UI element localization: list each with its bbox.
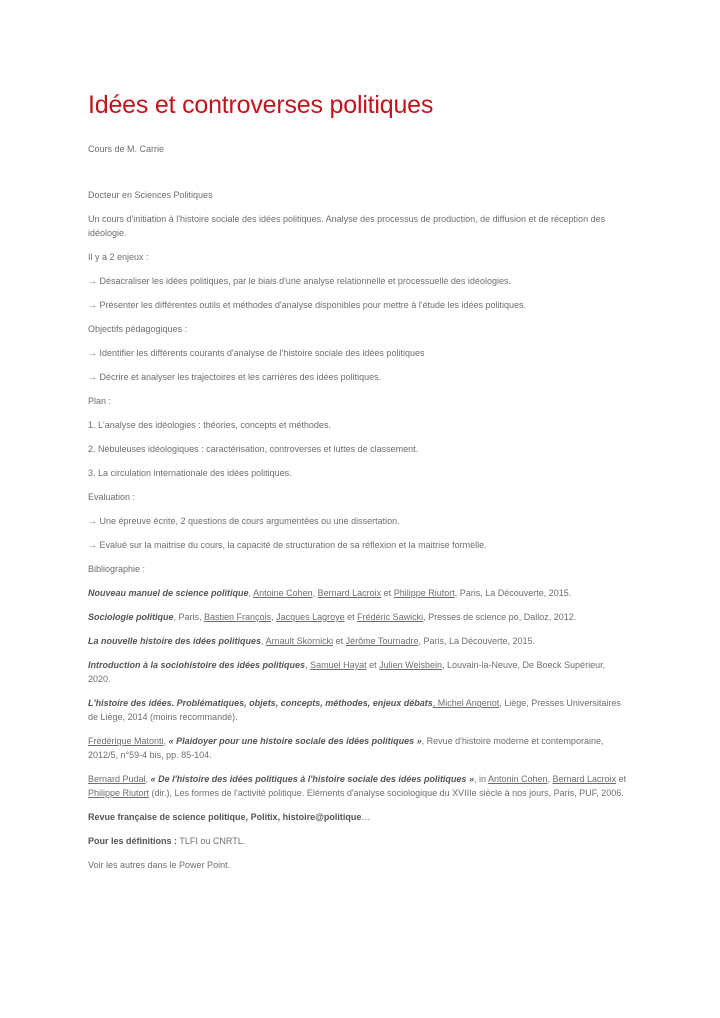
enjeux-heading: Il y a 2 enjeux : xyxy=(88,252,149,262)
author-link[interactable]: Antonin Cohen xyxy=(487,774,548,784)
bibliography-entry xyxy=(88,586,628,600)
plan-item: 3. La circulation internationale des idées politiques. xyxy=(88,468,292,478)
bibliography-entry xyxy=(88,658,628,686)
publication-info: , Louvain-la-Neuve, De Boeck Supérieur, 2020. xyxy=(88,660,606,684)
book-title: Nouveau manuel de science politique xyxy=(88,588,249,598)
separator: , in xyxy=(473,774,488,784)
separator: , xyxy=(248,588,254,598)
enjeu-item: → Présenter les différentes outils et méthodes d'analyse disponibles pour mettre à l'étude les idées politiques. xyxy=(88,300,527,310)
book-title: Sociologie politique xyxy=(88,612,174,622)
separator: , xyxy=(145,774,151,784)
author-link[interactable]: Frédéric Sawicki xyxy=(357,612,424,622)
definitions-label: Pour les définitions : xyxy=(88,836,178,846)
publication-info: , Paris, La Découverte, 2015. xyxy=(454,588,572,598)
author-link[interactable]: Jacques Lagroye xyxy=(276,612,345,622)
author-link[interactable]: , Michel Angenot xyxy=(432,698,500,708)
author-link[interactable]: Julien Weisbein xyxy=(379,660,442,670)
teacher-degree: Docteur en Sciences Politiques xyxy=(88,190,213,200)
separator: , xyxy=(261,636,266,646)
separator: et xyxy=(616,774,627,784)
objectif-item: → Identifier les différents courants d'analyse de l'histoire sociale des idées politiques xyxy=(88,348,425,358)
publication-info: (dir.), Les formes de l'activité politique. Eléments d'analyse sociologique du XVIIIe siècle à nos jours, Paris, PUF, 2006. xyxy=(149,788,624,798)
author-link[interactable]: Bernard Pudal xyxy=(88,774,146,784)
journals-list: Revue française de science politique, Politix, histoire@politique xyxy=(88,812,362,822)
article-title: « Plaidoyer pour une histoire sociale des idées politiques » xyxy=(168,736,422,746)
objectifs-heading: Objectifs pédagogiques : xyxy=(88,324,188,334)
book-title: L'histoire des idées. Problématiques, objets, concepts, méthodes, enjeux débats xyxy=(88,698,433,708)
course-teacher: Cours de M. Carrie xyxy=(88,144,165,154)
bibliography-entry xyxy=(88,634,628,648)
book-title: La nouvelle histoire des idées politiques xyxy=(88,636,262,646)
separator: , xyxy=(305,660,311,670)
separator: , xyxy=(271,612,277,622)
bibliography-entry xyxy=(88,772,628,800)
separator: et xyxy=(381,588,394,598)
article-title: « De l'histoire des idées politiques à l'histoire sociale des idées politiques » xyxy=(150,774,474,784)
document-title: Idées et controverses politiques xyxy=(88,91,434,119)
plan-item: 1. L'analyse des idéologies : théories, concepts et méthodes. xyxy=(88,420,331,430)
author-link[interactable]: Jérôme Tournadre xyxy=(345,636,419,646)
journals-line xyxy=(88,810,628,824)
separator: , Paris, xyxy=(173,612,205,622)
author-link[interactable]: Philippe Riutort xyxy=(393,588,455,598)
author-link[interactable]: Bernard Lacroix xyxy=(317,588,382,598)
plan-item: 2. Nébuleuses idéologiques : caractérisation, controverses et luttes de classement. xyxy=(88,444,419,454)
separator: , xyxy=(547,774,553,784)
separator: , xyxy=(312,588,318,598)
evaluation-heading: Evaluation : xyxy=(88,492,136,502)
bibliography-entry xyxy=(88,610,628,624)
bibliography-heading: Bibliographie : xyxy=(88,564,146,574)
objectif-item: → Décrire et analyser les trajectoires et les carrières des idées politiques. xyxy=(88,372,382,382)
evaluation-item: → Evalué sur la maitrise du cours, la capacité de structuration de sa réflexion et la maitrise formelle. xyxy=(88,540,487,550)
author-link[interactable]: Antoine Cohen xyxy=(253,588,313,598)
separator: et xyxy=(344,612,358,622)
ellipsis: … xyxy=(361,812,371,822)
publication-info: , Paris, La Découverte, 2015. xyxy=(418,636,536,646)
author-link[interactable]: Philippe Riutort xyxy=(88,788,150,798)
author-link[interactable]: Bernard Lacroix xyxy=(552,774,617,784)
publication-info: , Presses de science po, Dalloz, 2012. xyxy=(423,612,577,622)
author-link[interactable]: Samuel Hayat xyxy=(310,660,367,670)
separator: et xyxy=(333,636,346,646)
author-link[interactable]: Arnault Skornicki xyxy=(265,636,334,646)
author-link[interactable]: Frédérique Matonti xyxy=(88,736,164,746)
evaluation-item: → Une épreuve écrite, 2 questions de cours argumentées ou une dissertation. xyxy=(88,516,400,526)
definitions-line xyxy=(88,834,628,848)
publication-info: , Liège, Presses Universitaires de Liège, 2014 (moins recommandé). xyxy=(88,698,621,722)
separator: et xyxy=(366,660,380,670)
plan-heading: Plan : xyxy=(88,396,112,406)
definitions-sources: TLFI ou CNRTL. xyxy=(177,836,246,846)
course-intro: Un cours d'initiation à l'histoire sociale des idées politiques. Analyse des processus de production, de diffusion et de réception des idéologie. xyxy=(88,214,606,238)
document-page xyxy=(88,88,628,882)
bibliography-entry xyxy=(88,734,628,762)
author-link[interactable]: Bastien François xyxy=(204,612,272,622)
see-powerpoint-note: Voir les autres dans le Power Point. xyxy=(88,860,231,870)
book-title: Introduction à la sociohistoire des idées politiques xyxy=(88,660,306,670)
enjeu-item: → Désacraliser les idées politiques, par le biais d'une analyse relationnelle et processuelle des idéologies. xyxy=(88,276,511,286)
bibliography-entry xyxy=(88,696,628,724)
separator: , xyxy=(163,736,169,746)
publication-info: , Revue d'histoire moderne et contemporaine, 2012/5, n°59-4 bis, pp. 85-104. xyxy=(88,736,604,760)
